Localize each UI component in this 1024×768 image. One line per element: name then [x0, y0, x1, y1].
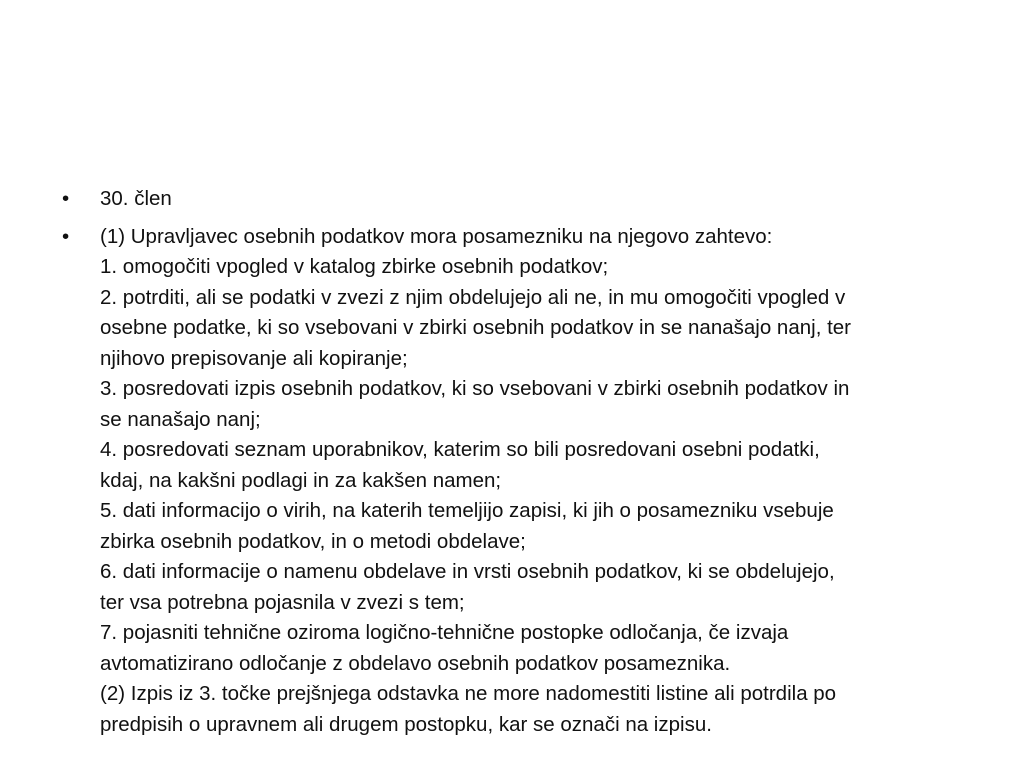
body-line: 5. dati informacijo o virih, na katerih temeljijo zapisi, ki jih o posamezniku vsebuje — [100, 499, 834, 522]
body-line: kdaj, na kakšni podlagi in za kakšen namen; — [100, 468, 502, 492]
body-line: ter vsa potrebna pojasnila v zvezi s tem; — [100, 590, 465, 614]
bullet-icon: • — [62, 224, 70, 248]
body-line: 2. potrditi, ali se podatki v zvezi z njim obdelujejo ali ne, in mu omogočiti vpogled v — [100, 285, 846, 309]
bullet-item-article-title — [60, 184, 970, 215]
body-line: osebne podatke, ki so vsebovani v zbirki osebnih podatkov in se nanašajo nanj, ter — [100, 316, 852, 339]
bullet-list — [60, 184, 970, 747]
body-line: (2) Izpis iz 3. točke prejšnjega odstavka ne more nadomestiti listine ali potrdila po — [100, 682, 837, 705]
body-line: 6. dati informacije o namenu obdelave in vrsti osebnih podatkov, ki se obdelujejo, — [100, 560, 835, 583]
body-line: zbirka osebnih podatkov, in o metodi obdelave; — [100, 529, 526, 553]
body-line: se nanašajo nanj; — [100, 407, 261, 431]
bullet-item-article-body — [60, 222, 970, 741]
body-line: 3. posredovati izpis osebnih podatkov, ki so vsebovani v zbirki osebnih podatkov in — [100, 377, 850, 400]
article-title: 30. člen — [100, 187, 172, 210]
body-line: 1. omogočiti vpogled v katalog zbirke osebnih podatkov; — [100, 255, 609, 278]
body-line: predpisih o upravnem ali drugem postopku, kar se označi na izpisu. — [100, 712, 712, 736]
body-line: 7. pojasniti tehnične oziroma logično-tehnične postopke odločanja, če izvaja — [100, 621, 789, 644]
bullet-icon: • — [62, 187, 70, 210]
body-line: njihovo prepisovanje ali kopiranje; — [100, 346, 408, 370]
body-line: 4. posredovati seznam uporabnikov, katerim so bili posredovani osebni podatki, — [100, 438, 820, 461]
body-line: (1) Upravljavec osebnih podatkov mora posamezniku na njegovo zahtevo: — [100, 224, 773, 248]
body-line: avtomatizirano odločanje z obdelavo osebnih podatkov posameznika. — [100, 651, 731, 675]
